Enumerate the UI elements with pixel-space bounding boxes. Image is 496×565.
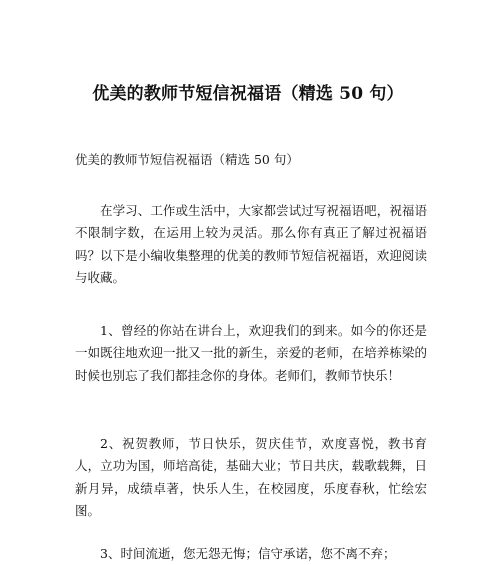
blessing-item-2: 2、祝贺教师，节日快乐，贺庆佳节，欢度喜悦，教书育人，立功为国，师培高徒，基础大业；节日共庆，载歌载舞，日新月异，成绩卓著，快乐人生，在校园度，乐度春秋，忙绘宏图。 [75,436,427,519]
intro-paragraph: 在学习、工作或生活中，大家都尝试过写祝福语吧，祝福语不限制字数，在运用上较为灵活。那么你有真正了解过祝福语吗？以下是小编收集整理的优美的教师节短信祝福语，欢迎阅读与收藏。 [75,203,427,286]
blessing-item-3: 3、时间流逝，您无怨无悔；信守承诺，您不离不弃； [100,546,396,561]
document-title: 优美的教师节短信祝福语（精选 50 句） [92,84,404,104]
blessing-item-1: 1、曾经的你站在讲台上，欢迎我们的到来。如今的你还是一如既往地欢迎一批又一批的新生，亲爱的老师，在培养栋梁的时候也别忘了我们都挂念你的身体。老师们，教师节快乐！ [75,323,427,383]
document-subtitle: 优美的教师节短信祝福语（精选 50 句） [75,152,299,167]
